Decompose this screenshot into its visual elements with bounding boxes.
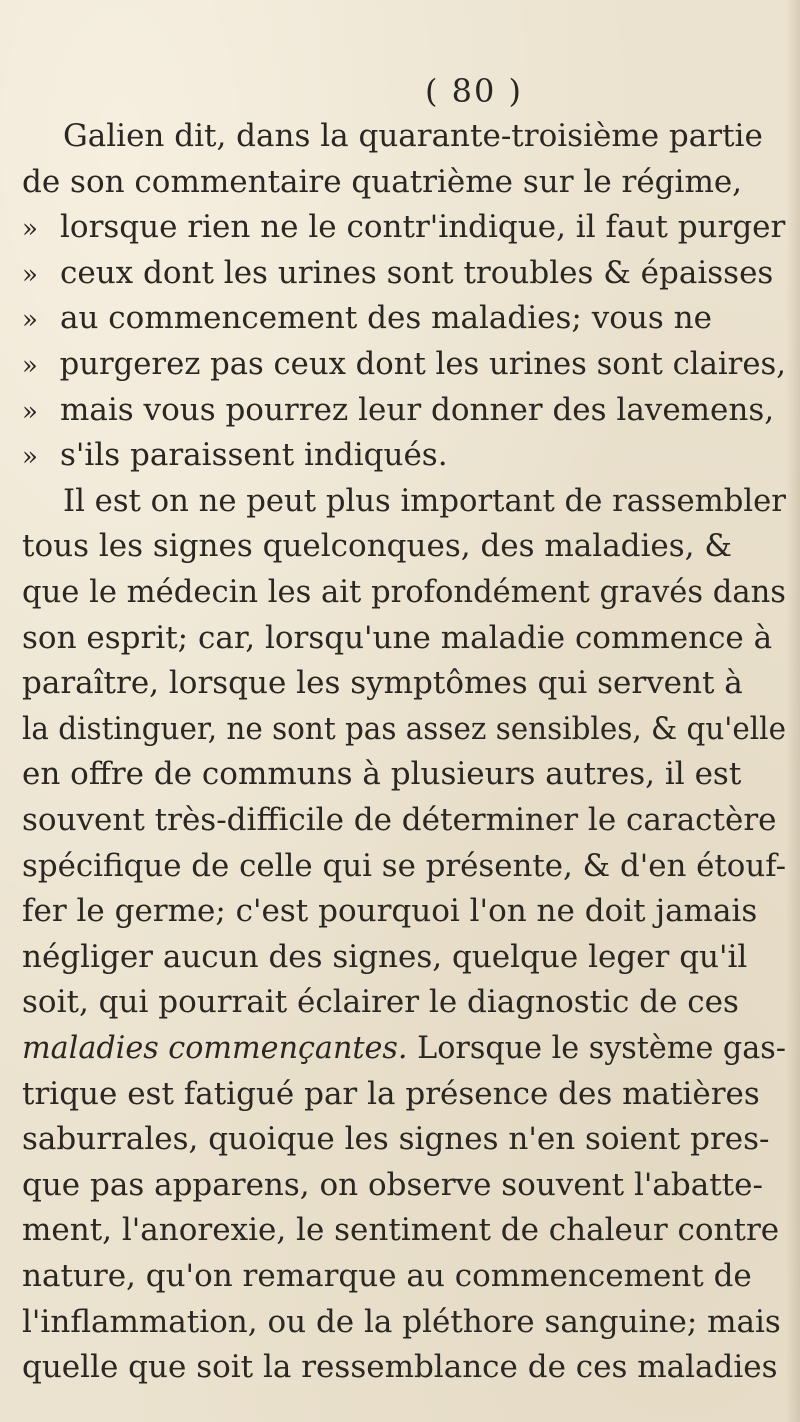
quoted-text-line: » au commencement des maladies; vous ne (22, 300, 712, 337)
text-line: que le médecin les ait profondément gravés dans (22, 574, 786, 610)
text-line: spécifique de celle qui se présente, & d'en étouf- (22, 847, 787, 884)
text-line: saburrales, quoique les signes n'en soient pres- (22, 1121, 770, 1158)
page-edge-shadow (786, 0, 800, 1422)
text-line: soit, qui pourrait éclairer le diagnostic de ces (22, 984, 739, 1021)
quote-mark: » (22, 396, 38, 427)
quote-mark: » (22, 442, 38, 473)
quote-mark: » (22, 259, 38, 290)
paragraph-start-line: Il est on ne peut plus important de rassembler (63, 482, 786, 519)
text-line: ment, l'anorexie, le sentiment de chaleur contre (22, 1212, 780, 1249)
text-line: trique est fatigué par la présence des matières (22, 1075, 760, 1112)
text-line: son esprit; car, lorsqu'une maladie commence à (22, 619, 773, 656)
text-line: souvent très-difficile de déterminer le caractère (22, 802, 777, 838)
text-line: tous les signes quelconques, des maladies, & (22, 528, 732, 565)
text-line: paraître, lorsque les symptômes qui servent à (22, 665, 743, 702)
quote-mark: » (22, 305, 38, 336)
quoted-text-line: » ceux dont les urines sont troubles & épaisses (22, 254, 774, 291)
quote-mark: » (22, 351, 38, 381)
text-line: quelle que soit la ressemblance de ces maladies (22, 1349, 778, 1386)
quoted-text-line: » s'ils paraissent indiqués. (22, 437, 448, 474)
text-line: que pas apparens, on observe souvent l'abatte- (22, 1166, 763, 1203)
quoted-text-line: » mais vous pourrez leur donner des lavemens, (22, 391, 775, 428)
quoted-text-line: » purgerez pas ceux dont les urines sont claires, (22, 346, 786, 382)
text-line: en offre de communs à plusieurs autres, il est (22, 756, 742, 793)
text-line: maladies commençantes. Lorsque le système gas- (22, 1030, 786, 1066)
text-line: l'inflammation, ou de la pléthore sanguine; mais (22, 1303, 781, 1340)
text-line: nature, qu'on remarque au commencement de (22, 1258, 752, 1294)
quote-mark: » (22, 214, 38, 245)
text-line: fer le germe; c'est pourquoi l'on ne doit jamais (22, 893, 758, 930)
quoted-text-line: » lorsque rien ne le contr'indique, il faut purger (22, 209, 786, 246)
text-line: Galien dit, dans la quarante-troisième partie (63, 118, 763, 154)
text-line: de son commentaire quatrième sur le régime, (22, 163, 743, 200)
page-number: ( 80 ) (425, 72, 524, 110)
italic-phrase: maladies commençantes. (22, 1030, 408, 1066)
text-line: négliger aucun des signes, quelque leger qu'il (22, 938, 748, 975)
text-line: la distinguer, ne sont pas assez sensibles, & qu'elle (22, 710, 786, 747)
